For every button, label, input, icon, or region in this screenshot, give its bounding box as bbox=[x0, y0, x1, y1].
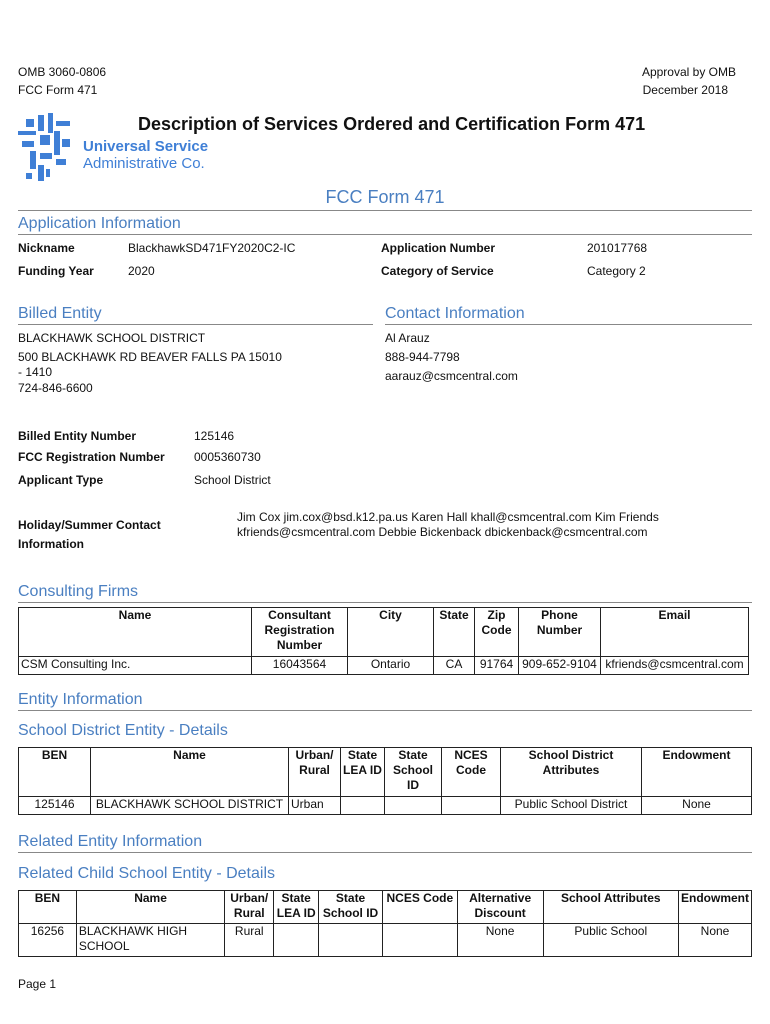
table-cell: kfriends@csmcentral.com bbox=[601, 657, 749, 675]
column-header: Endowment bbox=[642, 748, 752, 797]
column-header: Name bbox=[76, 891, 224, 924]
table-cell: Urban bbox=[289, 797, 341, 815]
column-header: BEN bbox=[19, 748, 91, 797]
column-header: School District Attributes bbox=[501, 748, 642, 797]
application-info-heading: Application Information bbox=[18, 215, 181, 232]
school-district-heading: School District Entity - Details bbox=[18, 722, 228, 739]
related-child-table bbox=[18, 890, 752, 957]
nickname-label: Nickname bbox=[18, 241, 75, 255]
column-header: NCES Code bbox=[382, 891, 457, 924]
column-header: Phone Number bbox=[519, 608, 601, 657]
column-header: Name bbox=[19, 608, 252, 657]
billed-entity-number-label: Billed Entity Number bbox=[18, 429, 137, 443]
page-number: Page 1 bbox=[18, 977, 57, 991]
billed-entity-divider bbox=[18, 324, 373, 325]
table-cell: 125146 bbox=[19, 797, 91, 815]
related-child-heading: Related Child School Entity - Details bbox=[18, 865, 276, 882]
omb-number: OMB 3060-0806 bbox=[18, 65, 107, 79]
funding-year-label: Funding Year bbox=[18, 264, 94, 278]
table-cell: Public School bbox=[543, 924, 678, 957]
table-header-row bbox=[19, 748, 752, 797]
consulting-firms-table bbox=[18, 607, 749, 675]
omb-approval: Approval by OMB bbox=[641, 65, 736, 79]
column-header: Name bbox=[91, 748, 289, 797]
nickname-value: BlackhawkSD471FY2020C2-IC bbox=[128, 241, 296, 255]
table-cell: CSM Consulting Inc. bbox=[19, 657, 252, 675]
billed-entity-name: BLACKHAWK SCHOOL DISTRICT bbox=[18, 331, 206, 345]
page-subtitle: FCC Form 471 bbox=[325, 187, 445, 207]
holiday-contact-label-cont: Information bbox=[18, 537, 84, 551]
column-header: State School ID bbox=[385, 748, 442, 797]
contact-info-divider bbox=[385, 324, 752, 325]
application-info-divider bbox=[18, 234, 752, 235]
table-cell bbox=[274, 924, 319, 957]
column-header: Urban/ Rural bbox=[225, 891, 274, 924]
table-cell: Public School District bbox=[501, 797, 642, 815]
column-header: City bbox=[348, 608, 434, 657]
table-cell bbox=[442, 797, 501, 815]
table-cell: CA bbox=[434, 657, 475, 675]
entity-info-divider bbox=[18, 710, 752, 711]
table-cell bbox=[382, 924, 457, 957]
billed-entity-heading: Billed Entity bbox=[18, 305, 102, 322]
holiday-contact-label: Holiday/Summer Contact bbox=[18, 518, 161, 532]
related-entity-divider bbox=[18, 852, 752, 853]
column-header: Alternative Discount bbox=[457, 891, 543, 924]
usac-logo-icon bbox=[16, 113, 76, 185]
form-number: FCC Form 471 bbox=[18, 83, 98, 97]
logo-line2: Administrative Co. bbox=[83, 155, 205, 172]
logo-line1: Universal Service bbox=[83, 138, 209, 155]
column-header: Endowment bbox=[679, 891, 752, 924]
related-entity-heading: Related Entity Information bbox=[18, 833, 203, 850]
page-title: Description of Services Ordered and Certification Form 471 bbox=[138, 114, 646, 134]
column-header: Zip Code bbox=[475, 608, 519, 657]
column-header: BEN bbox=[19, 891, 77, 924]
table-cell: 91764 bbox=[475, 657, 519, 675]
category-value: Category 2 bbox=[587, 264, 646, 278]
table-cell bbox=[341, 797, 385, 815]
table-cell: 16256 bbox=[19, 924, 77, 957]
table-cell: None bbox=[679, 924, 752, 957]
entity-info-heading: Entity Information bbox=[18, 691, 143, 708]
consulting-firms-heading: Consulting Firms bbox=[18, 583, 139, 600]
column-header: Email bbox=[601, 608, 749, 657]
column-header: State School ID bbox=[319, 891, 383, 924]
column-header: NCES Code bbox=[442, 748, 501, 797]
table-row bbox=[19, 657, 749, 675]
table-cell: BLACKHAWK HIGH SCHOOL bbox=[76, 924, 224, 957]
column-header: State LEA ID bbox=[274, 891, 319, 924]
title-divider bbox=[18, 210, 752, 211]
table-cell: BLACKHAWK SCHOOL DISTRICT bbox=[91, 797, 289, 815]
applicant-type-label: Applicant Type bbox=[18, 473, 104, 487]
consulting-firms-divider bbox=[18, 602, 752, 603]
approval-date: December 2018 bbox=[642, 83, 728, 97]
table-cell bbox=[319, 924, 383, 957]
fcc-registration-label: FCC Registration Number bbox=[18, 450, 165, 464]
column-header: Urban/ Rural bbox=[289, 748, 341, 797]
category-label: Category of Service bbox=[381, 264, 494, 278]
contact-name: Al Arauz bbox=[385, 331, 430, 345]
table-row bbox=[19, 797, 752, 815]
table-cell: 16043564 bbox=[252, 657, 348, 675]
table-cell: 909-652-9104 bbox=[519, 657, 601, 675]
table-cell: None bbox=[642, 797, 752, 815]
applicant-type-value: School District bbox=[194, 473, 271, 487]
column-header: Consultant Registration Number bbox=[252, 608, 348, 657]
billed-entity-number-value: 125146 bbox=[194, 429, 235, 443]
table-header-row bbox=[19, 891, 752, 924]
table-row bbox=[19, 924, 752, 957]
contact-email: aarauz@csmcentral.com bbox=[385, 369, 518, 383]
column-header: School Attributes bbox=[543, 891, 678, 924]
holiday-contact-line1: Jim Cox jim.cox@bsd.k12.pa.us Karen Hall khall@csmcentral.com Kim Friends bbox=[237, 510, 659, 524]
holiday-contact-line2: kfriends@csmcentral.com Debbie Bickenback dbickenback@csmcentral.com bbox=[237, 525, 648, 539]
contact-info-heading: Contact Information bbox=[385, 305, 525, 322]
table-header-row bbox=[19, 608, 749, 657]
table-cell: Ontario bbox=[348, 657, 434, 675]
billed-entity-address: 500 BLACKHAWK RD BEAVER FALLS PA 15010 bbox=[18, 350, 282, 364]
application-number-label: Application Number bbox=[381, 241, 496, 255]
table-cell: Rural bbox=[225, 924, 274, 957]
application-number-value: 201017768 bbox=[587, 241, 648, 255]
column-header: State bbox=[434, 608, 475, 657]
fcc-registration-value: 0005360730 bbox=[194, 450, 261, 464]
column-header: State LEA ID bbox=[341, 748, 385, 797]
billed-entity-phone: 724-846-6600 bbox=[18, 381, 93, 395]
table-cell bbox=[385, 797, 442, 815]
school-district-table bbox=[18, 747, 752, 815]
table-cell: None bbox=[457, 924, 543, 957]
contact-phone: 888-944-7798 bbox=[385, 350, 460, 364]
billed-entity-address-cont: - 1410 bbox=[18, 365, 53, 379]
funding-year-value: 2020 bbox=[128, 264, 155, 278]
